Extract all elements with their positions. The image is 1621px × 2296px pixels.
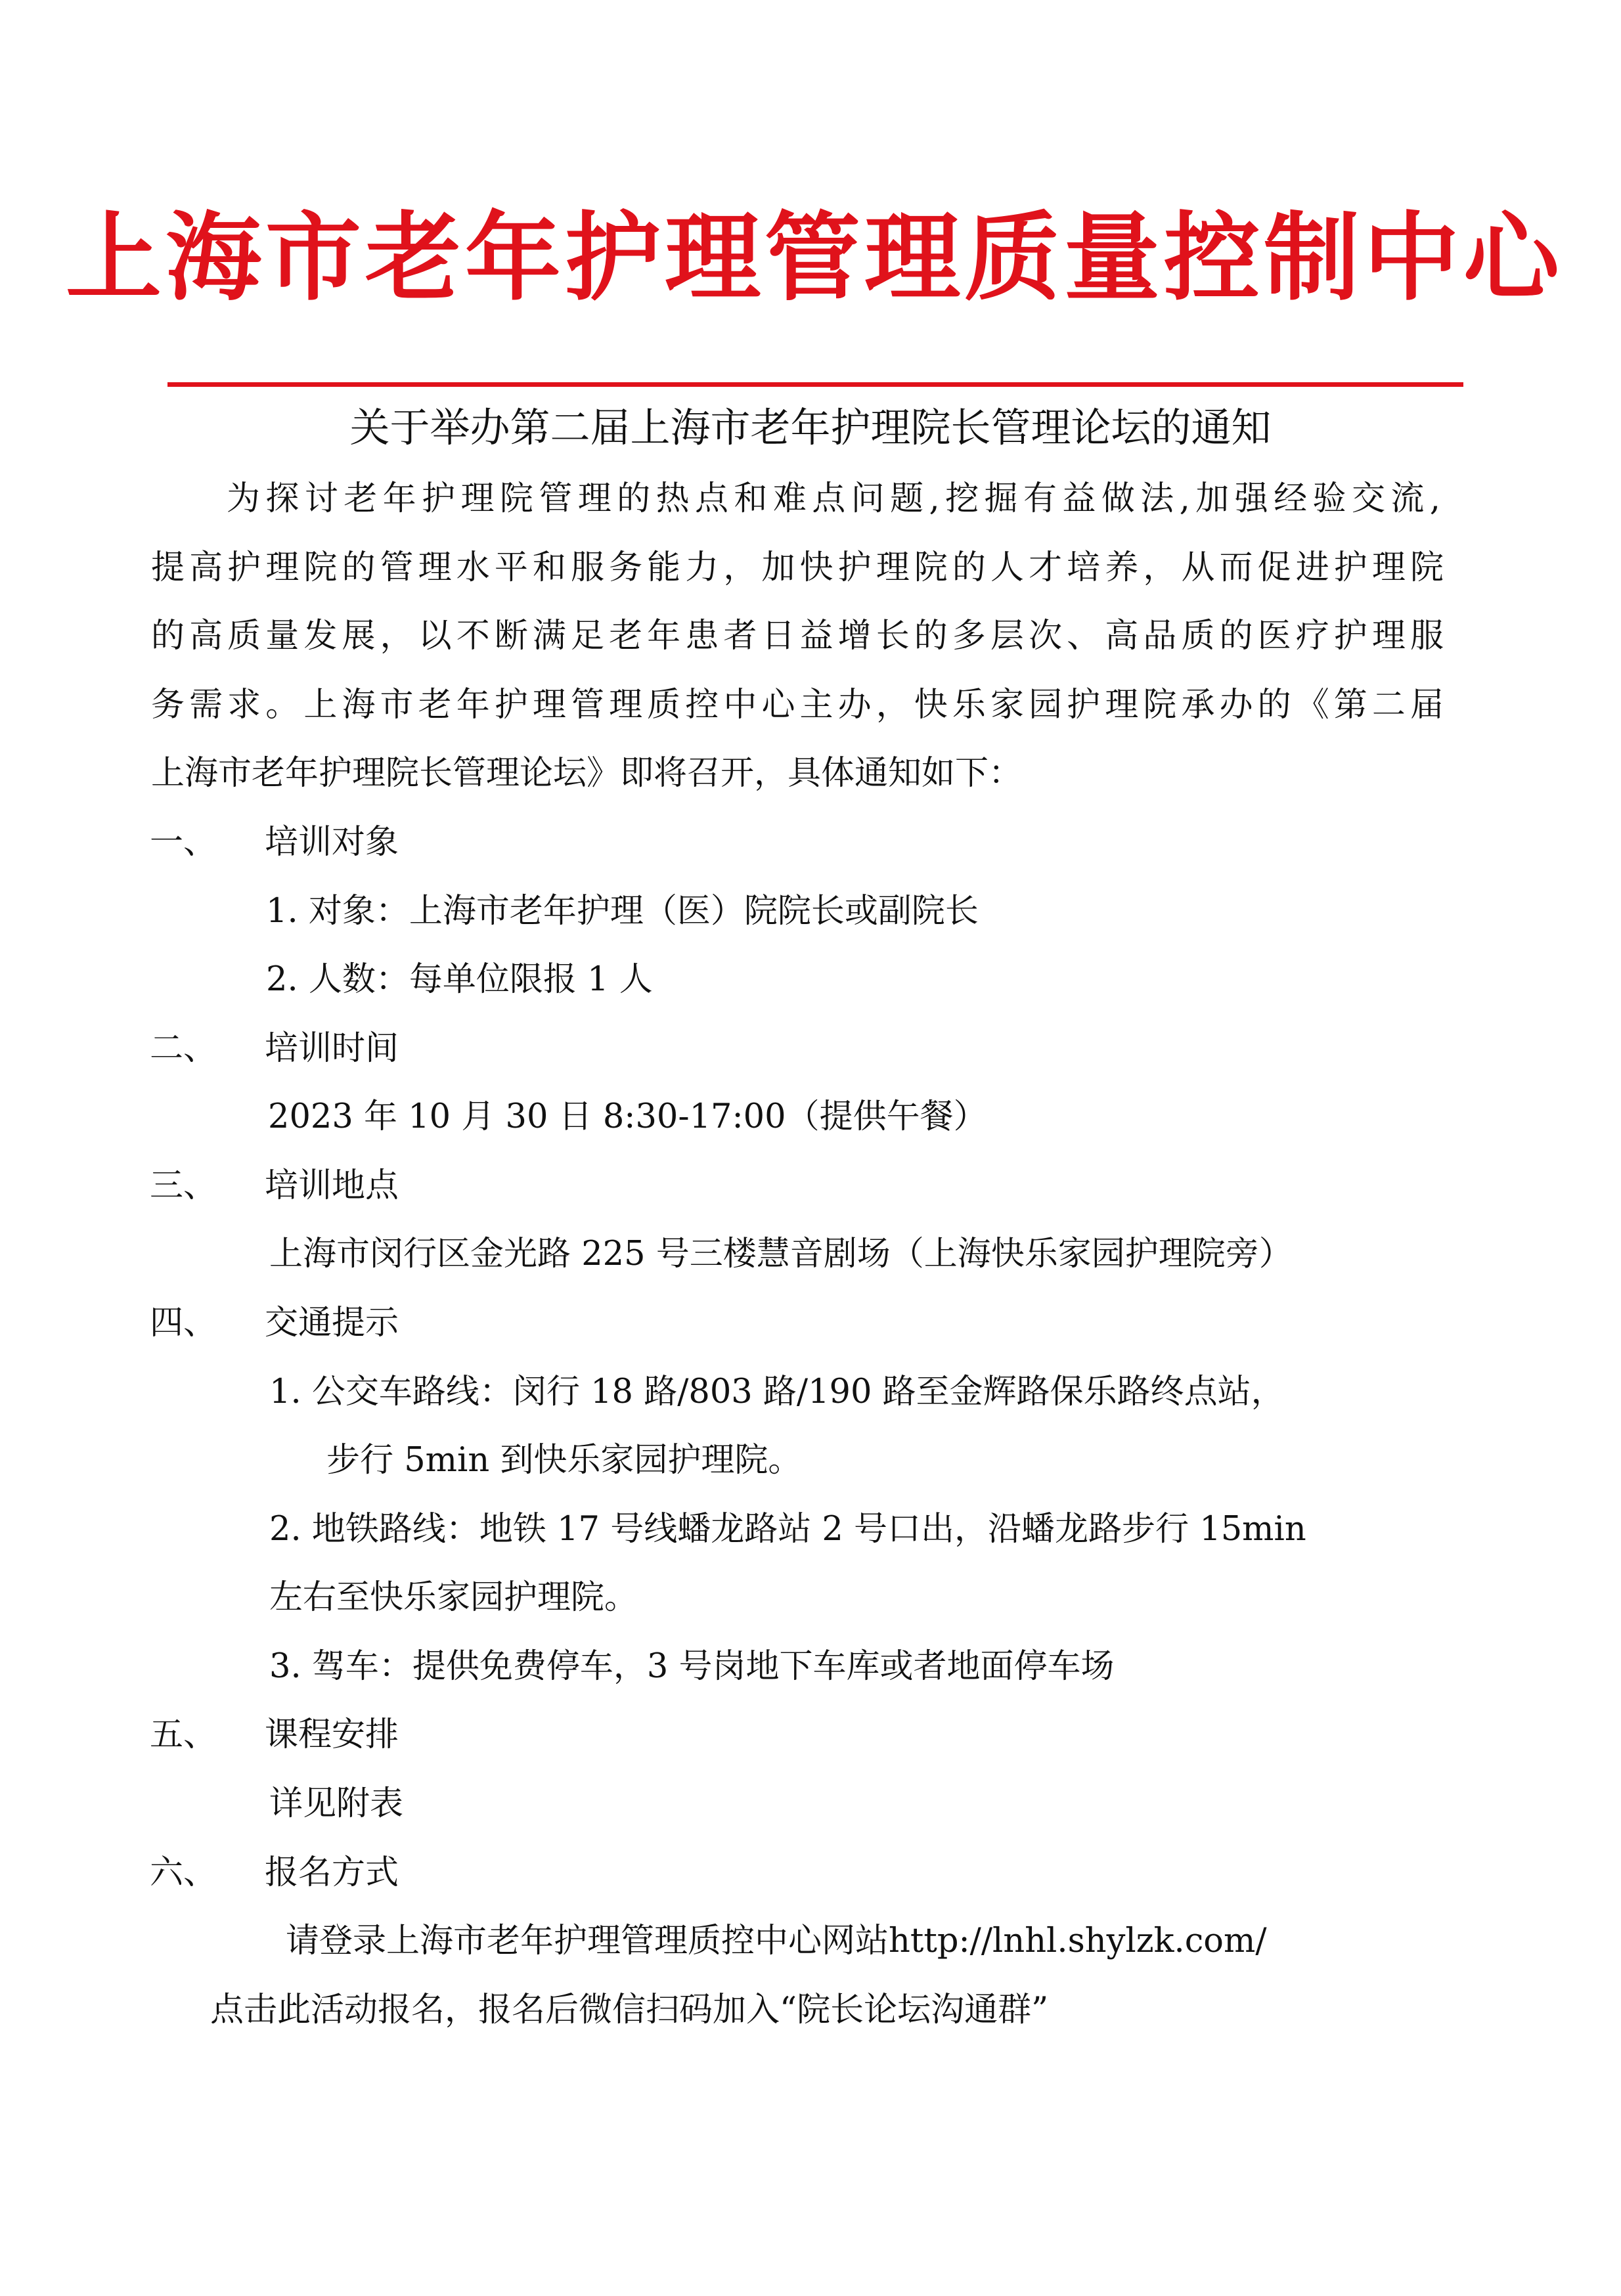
metro-route-line-1: 2. 地铁路线：地铁 17 号线蟠龙路站 2 号口出，沿蟠龙路步行 15min [269,1510,1306,1549]
intro-line-1: 为探讨老年护理院管理的热点和难点问题,挖掘有益做法,加强经验交流, [227,479,1440,518]
section-2-heading: 培训时间 [265,1029,399,1068]
bus-route-line-2: 步行 5min 到快乐家园护理院。 [326,1441,802,1480]
registration-line-2: 点击此活动报名，报名后微信扫码加入“院长论坛沟通群” [210,1991,1049,2029]
intro-line-4: 务需求。上海市老年护理管理质控中心主办，快乐家园护理院承办的《第二届 [151,686,1444,724]
red-divider [167,382,1463,387]
section-1-heading: 培训对象 [265,823,399,862]
registration-line-1 [286,1915,1267,1968]
metro-route-line-2: 左右至快乐家园护理院。 [269,1578,638,1617]
section-3-number: 三、 [150,1166,217,1205]
section-6-heading: 报名方式 [265,1853,399,1892]
section-5-heading: 课程安排 [265,1715,399,1754]
bus-route-line-1: 1. 公交车路线：闵行 18 路/803 路/190 路至金辉路保乐路终点站， [269,1373,1285,1411]
section-4-number: 四、 [150,1304,217,1342]
driving-info: 3. 驾车：提供免费停车，3 号岗地下车库或者地面停车场 [269,1647,1115,1686]
intro-line-3: 的高质量发展，以不断满足老年患者日益增长的多层次、高品质的医疗护理服 [151,617,1444,655]
document-title: 关于举办第二届上海市老年护理院长管理论坛的通知 [349,405,1272,451]
section-6-number: 六、 [150,1853,217,1892]
section-1-item-2: 2. 人数：每单位限报 1 人 [266,960,653,999]
section-2-number: 二、 [150,1029,217,1068]
training-location: 上海市闵行区金光路 225 号三楼慧音剧场（上海快乐家园护理院旁） [269,1235,1293,1273]
intro-line-2: 提高护理院的管理水平和服务能力，加快护理院的人才培养，从而促进护理院 [151,548,1444,587]
registration-instruction: 请登录上海市老年护理管理质控中心网站 [286,1922,889,1960]
section-1-number: 一、 [150,823,217,862]
registration-website-link[interactable]: http://lnhl.shylzk.com/ [889,1922,1267,1960]
intro-line-5: 上海市老年护理院长管理论坛》即将召开，具体通知如下： [151,754,1023,793]
section-4-heading: 交通提示 [265,1304,399,1342]
schedule-note: 详见附表 [269,1784,404,1823]
section-3-heading: 培训地点 [265,1166,399,1205]
section-5-number: 五、 [150,1715,217,1754]
training-time: 2023 年 10 月 30 日 8:30-17:00（提供午餐） [268,1097,987,1136]
section-1-item-1: 1. 对象：上海市老年护理（医）院院长或副院长 [266,892,979,931]
org-letterhead: 上海市老年护理管理质量控制中心 [66,202,1563,314]
